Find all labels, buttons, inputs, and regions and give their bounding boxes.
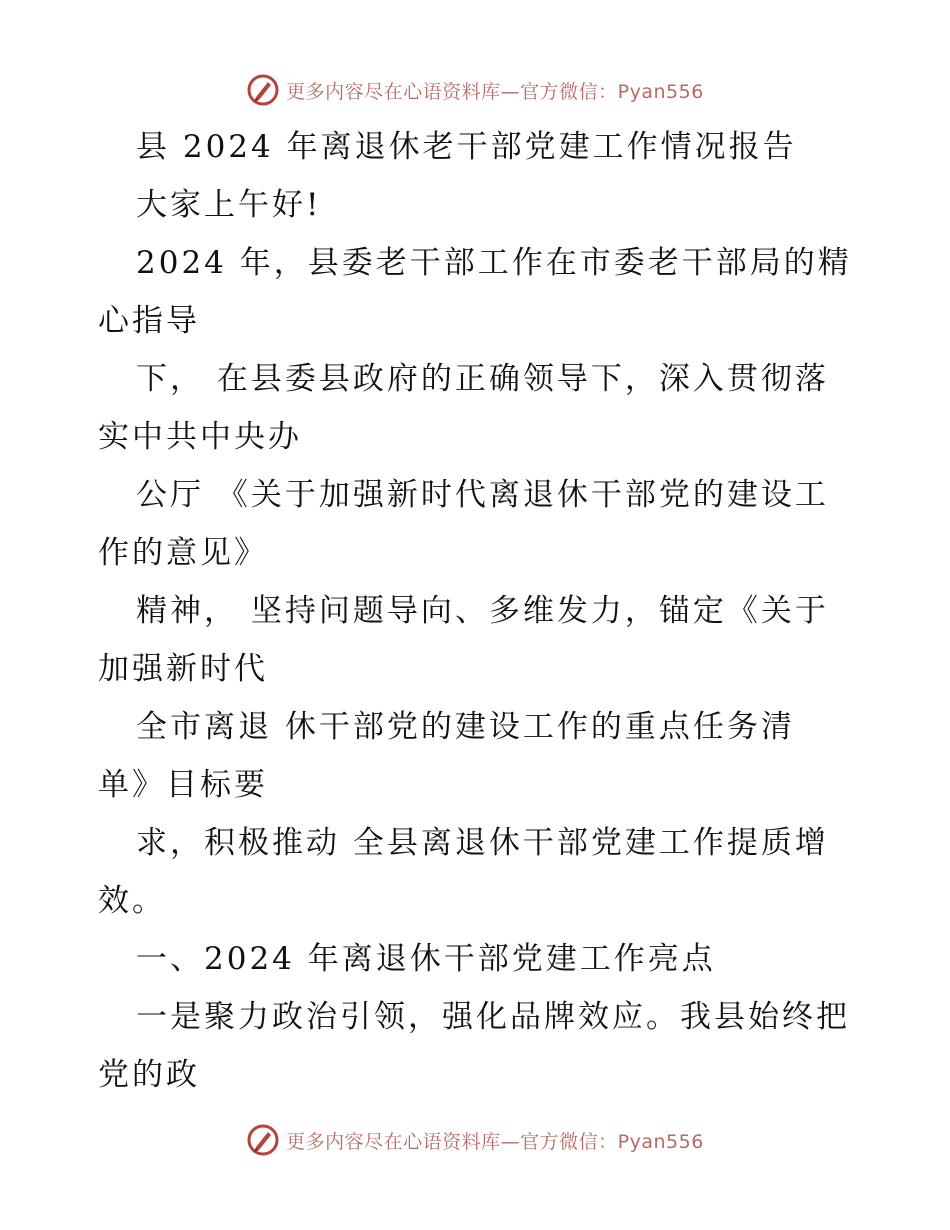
- watermark-top: [0, 70, 950, 110]
- text-line: 精神， 坚持问题导向、多维发力，锚定《关于: [136, 593, 829, 629]
- watermark-text: 更多内容尽在心语资料库—官方微信：Pyan556: [286, 80, 704, 103]
- text-line: 求，积极推动 全县离退休干部党建工作提质增: [136, 825, 829, 861]
- text-line: 党的政: [98, 1057, 200, 1093]
- text-line: 效。: [98, 883, 166, 919]
- pen-logo-icon: [246, 1123, 280, 1157]
- watermark-bottom: [0, 1120, 950, 1160]
- text-line: 2024 年，县委老干部工作在市委老干部局的精: [136, 245, 852, 281]
- text-line: 心指导: [98, 303, 200, 339]
- text-line: 加强新时代: [98, 651, 268, 687]
- text-line: 一、2024 年离退休干部党建工作亮点: [136, 941, 716, 977]
- watermark-text: 更多内容尽在心语资料库—官方微信：Pyan556: [286, 1130, 704, 1153]
- text-line: 公厅 《关于加强新时代离退休干部党的建设工: [136, 477, 829, 513]
- text-line: 一是聚力政治引领，强化品牌效应。我县始终把: [136, 999, 850, 1035]
- document-paragraph: [98, 118, 868, 1104]
- text-line: 单》目标要: [98, 767, 268, 803]
- document-body: [98, 118, 868, 1104]
- text-line: 实中共中央办: [98, 419, 302, 455]
- text-line: 作的意见》: [98, 535, 268, 571]
- text-line: 下， 在县委县政府的正确领导下，深入贯彻落: [136, 361, 829, 397]
- pen-logo-icon: [246, 73, 280, 107]
- text-line: 全市离退 休干部党的建设工作的重点任务清: [136, 709, 795, 745]
- text-line: 大家上午好!: [136, 187, 322, 223]
- text-line: 县 2024 年离退休老干部党建工作情况报告: [136, 129, 797, 165]
